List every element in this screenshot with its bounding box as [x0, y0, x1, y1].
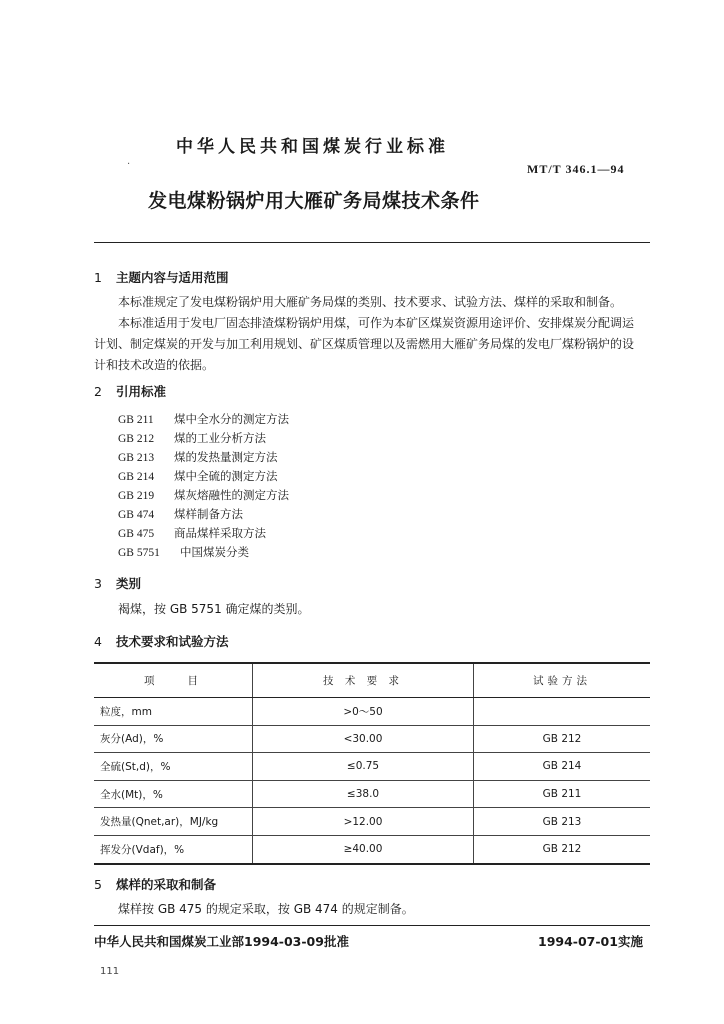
header-rule: [94, 242, 650, 243]
cell-requirement: >0～50: [253, 698, 474, 726]
reference-name: 煤中全水分的测定方法: [174, 412, 289, 426]
cell-test-method: [474, 698, 651, 726]
section-3-para-1: 褐煤，按 GB 5751 确定煤的类别。: [118, 602, 310, 616]
section-2-heading: [94, 382, 166, 400]
reference-item: [118, 487, 289, 503]
reference-item: [118, 449, 278, 465]
section-title: 类别: [116, 576, 142, 591]
reference-code: GB 211: [118, 414, 154, 426]
column-header-item: 项 目: [94, 663, 253, 698]
section-title: 引用标准: [116, 384, 167, 399]
table-row: [94, 780, 650, 808]
stray-mark: .: [127, 156, 131, 167]
section-4-heading: [94, 632, 229, 650]
reference-name: 煤样制备方法: [174, 507, 243, 521]
cell-test-method: GB 212: [474, 835, 651, 863]
reference-name: 商品煤样采取方法: [174, 526, 266, 540]
section-title: 煤样的采取和制备: [116, 877, 217, 892]
cell-requirement: ≤0.75: [253, 753, 474, 781]
reference-code: GB 219: [118, 490, 155, 502]
reference-name: 煤的发热量测定方法: [174, 450, 278, 464]
reference-name: 煤灰熔融性的测定方法: [174, 488, 289, 502]
table-row: [94, 753, 650, 781]
document-title: 发电煤粉锅炉用大雁矿务局煤技术条件: [148, 190, 480, 212]
section-number: 2: [94, 384, 102, 399]
cell-item: 发热量(Qnet,ar)，MJ/kg: [94, 808, 253, 836]
table-row: [94, 698, 650, 726]
reference-item: [118, 506, 243, 522]
section-number: 4: [94, 634, 102, 649]
section-number: 3: [94, 576, 102, 591]
reference-code: GB 474: [118, 509, 155, 521]
column-header-test-method: 试验方法: [474, 663, 651, 698]
cell-item: 挥发分(Vdaf)，%: [94, 835, 253, 863]
section-5-heading: [94, 875, 216, 893]
section-1-heading: [94, 268, 229, 286]
org-title: 中华人民共和国煤炭行业标准: [176, 137, 449, 157]
approval-line: 中华人民共和国煤炭工业部1994-03-09批准: [94, 934, 349, 949]
page-number: 111: [100, 966, 120, 977]
cell-requirement: >12.00: [253, 808, 474, 836]
cell-item: 全水(Mt)，%: [94, 780, 253, 808]
section-1-para-2-line-2: 计划、制定煤炭的开发与加工利用规划、矿区煤质管理以及需燃用大雁矿务局煤的发电厂煤粉锅炉的设: [94, 337, 635, 351]
reference-code: GB 214: [118, 471, 155, 483]
cell-item: 粒度，mm: [94, 698, 253, 726]
cell-test-method: GB 211: [474, 780, 651, 808]
reference-item: [118, 525, 266, 541]
reference-code: GB 213: [118, 452, 155, 464]
reference-item: [118, 544, 249, 560]
reference-name: 煤中全硫的测定方法: [174, 469, 278, 483]
reference-name: 煤的工业分析方法: [174, 431, 266, 445]
reference-code: GB 475: [118, 528, 155, 540]
column-header-requirement: 技 术 要 求: [253, 663, 474, 698]
reference-item: [118, 468, 278, 484]
technical-requirements-table: [94, 662, 650, 865]
cell-test-method: GB 213: [474, 808, 651, 836]
effective-date: 1994-07-01实施: [538, 934, 643, 949]
section-number: 5: [94, 877, 102, 892]
section-5-para-1: 煤样按 GB 475 的规定采取，按 GB 474 的规定制备。: [118, 902, 414, 916]
table-row: [94, 725, 650, 753]
cell-requirement: <30.00: [253, 725, 474, 753]
cell-item: 全硫(St,d)，%: [94, 753, 253, 781]
table-header-row: [94, 663, 650, 698]
section-3-heading: [94, 574, 141, 592]
reference-name: 中国煤炭分类: [180, 545, 249, 559]
cell-test-method: GB 214: [474, 753, 651, 781]
section-1-para-1: 本标准规定了发电煤粉锅炉用大雁矿务局煤的类别、技术要求、试验方法、煤样的采取和制备。: [118, 295, 623, 309]
table-row: [94, 835, 650, 863]
reference-code: GB 5751: [118, 547, 160, 559]
cell-requirement: ≤38.0: [253, 780, 474, 808]
cell-requirement: ≥40.00: [253, 835, 474, 863]
standard-code: MT/T 346.1—94: [527, 162, 625, 176]
section-number: 1: [94, 270, 102, 285]
section-1-para-2-line-1: 本标准适用于发电厂固态排渣煤粉锅炉用煤，可作为本矿区煤炭资源用途评价、安排煤炭分配调运: [118, 316, 635, 330]
cell-item: 灰分(Ad)，%: [94, 725, 253, 753]
section-title: 主题内容与适用范围: [116, 270, 229, 285]
table-row: [94, 808, 650, 836]
reference-item: [118, 411, 289, 427]
footer-rule: [94, 925, 650, 926]
reference-item: [118, 430, 266, 446]
reference-code: GB 212: [118, 433, 155, 445]
section-title: 技术要求和试验方法: [116, 634, 229, 649]
cell-test-method: GB 212: [474, 725, 651, 753]
section-1-para-2-line-3: 计和技术改造的依据。: [94, 358, 215, 372]
